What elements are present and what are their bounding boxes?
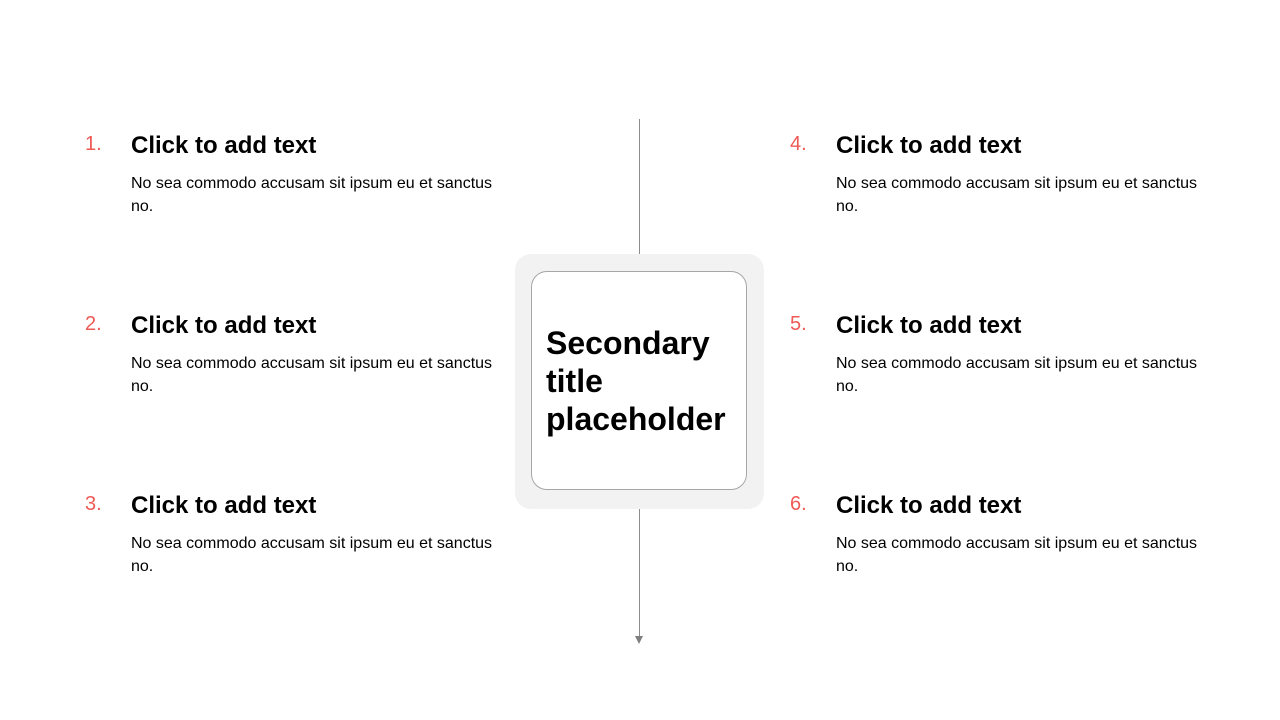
item-title[interactable]: Click to add text bbox=[131, 132, 317, 159]
item-title[interactable]: Click to add text bbox=[131, 492, 317, 519]
item-body[interactable]: No sea commodo accusam sit ipsum eu et sanctus no. bbox=[836, 535, 1198, 575]
center-title-card[interactable] bbox=[531, 271, 747, 490]
list-item-5 bbox=[790, 312, 1198, 422]
item-body[interactable]: No sea commodo accusam sit ipsum eu et sanctus no. bbox=[131, 535, 493, 575]
item-number: 2. bbox=[85, 313, 102, 335]
item-number: 4. bbox=[790, 133, 807, 155]
item-body[interactable]: No sea commodo accusam sit ipsum eu et sanctus no. bbox=[131, 355, 493, 395]
item-title[interactable]: Click to add text bbox=[836, 312, 1022, 339]
list-item-1 bbox=[85, 132, 493, 242]
item-number: 6. bbox=[790, 493, 807, 515]
item-body[interactable]: No sea commodo accusam sit ipsum eu et sanctus no. bbox=[836, 355, 1198, 395]
item-body[interactable]: No sea commodo accusam sit ipsum eu et sanctus no. bbox=[836, 175, 1198, 215]
list-item-4 bbox=[790, 132, 1198, 242]
item-number: 3. bbox=[85, 493, 102, 515]
item-number: 1. bbox=[85, 133, 102, 155]
item-title[interactable]: Click to add text bbox=[836, 492, 1022, 519]
arrow-down-icon bbox=[635, 636, 643, 644]
item-number: 5. bbox=[790, 313, 807, 335]
item-title[interactable]: Click to add text bbox=[836, 132, 1022, 159]
list-item-2 bbox=[85, 312, 493, 422]
list-item-6 bbox=[790, 492, 1198, 602]
list-item-3 bbox=[85, 492, 493, 602]
secondary-title-placeholder[interactable]: Secondary title placeholder bbox=[546, 324, 726, 437]
item-body[interactable]: No sea commodo accusam sit ipsum eu et sanctus no. bbox=[131, 175, 493, 215]
item-title[interactable]: Click to add text bbox=[131, 312, 317, 339]
